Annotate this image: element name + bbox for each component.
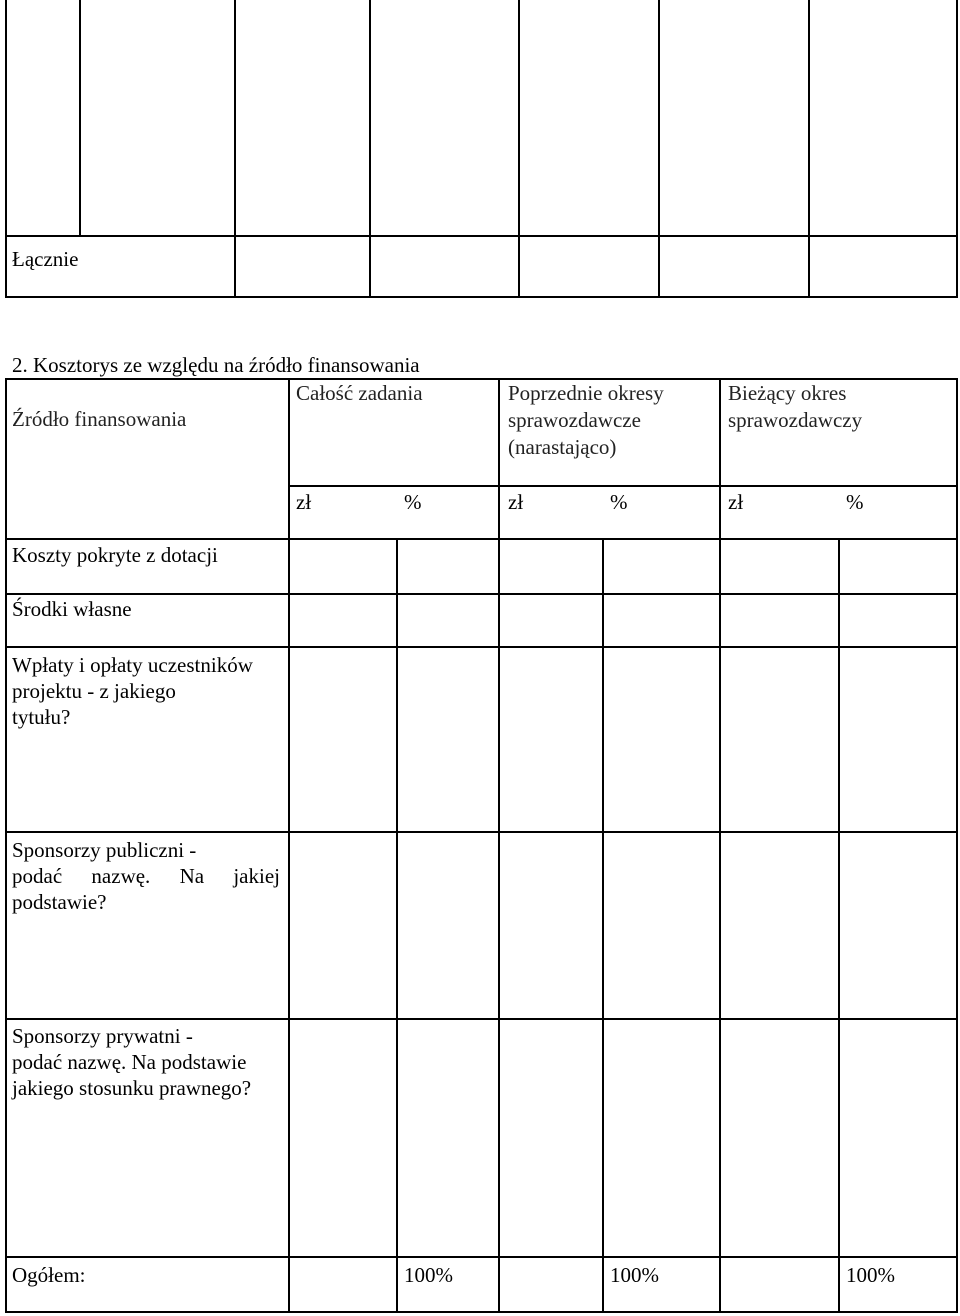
unit-label: % <box>404 490 422 514</box>
row-label-sponsorzy-publiczni-line2: podać nazwę. Na jakiej <box>12 864 280 888</box>
row-label-wplaty-line1: Wpłaty i opłaty uczestników <box>12 653 253 677</box>
top-table-col-line <box>808 0 810 298</box>
col-line <box>498 538 500 648</box>
table-right-border <box>956 378 958 1313</box>
top-table-col-line <box>79 0 81 237</box>
col-line <box>498 378 500 540</box>
current-period-header-line2: sprawozdawczy <box>728 408 863 432</box>
unit-label: % <box>610 490 628 514</box>
row-divider <box>5 1256 957 1258</box>
row-divider <box>5 831 957 833</box>
row-label-dotacje: Koszty pokryte z dotacji <box>12 543 218 567</box>
col-line <box>498 646 500 833</box>
row-divider <box>5 593 957 595</box>
row-label-sponsorzy-prywatni-line1: Sponsorzy prywatni - <box>12 1024 193 1048</box>
total-label: Łącznie <box>12 247 79 271</box>
col-line <box>396 646 398 833</box>
grand-total-value: 100% <box>846 1263 895 1287</box>
col-line <box>396 538 398 648</box>
unit-label: % <box>846 490 864 514</box>
top-table-right-border <box>956 0 958 298</box>
source-column-header: Źródło finansowania <box>12 407 187 431</box>
col-line <box>719 538 721 648</box>
row-label-srodki-wlasne: Środki własne <box>12 597 132 621</box>
table-bottom-border <box>5 1311 957 1313</box>
previous-periods-header-line1: Poprzednie okresy <box>508 381 664 405</box>
col-line <box>719 378 721 540</box>
col-line <box>602 538 604 648</box>
col-line <box>838 831 840 1313</box>
section-title: 2. Kosztorys ze względu na źródło finansowania <box>12 353 420 377</box>
row-divider <box>5 1018 957 1020</box>
unit-label: zł <box>296 490 312 514</box>
top-table-col-line <box>369 0 371 298</box>
header-divider <box>288 485 957 487</box>
col-line <box>602 831 604 1313</box>
row-divider <box>5 538 957 540</box>
row-label-sponsorzy-publiczni-line3: podstawie? <box>12 890 107 914</box>
row-label-sponsorzy-prywatni-line2: podać nazwę. Na podstawie <box>12 1050 247 1074</box>
col-line <box>719 831 721 1313</box>
row-label-wplaty-line3: tytułu? <box>12 705 71 729</box>
top-table-row-divider <box>5 235 957 237</box>
grand-total-label: Ogółem: <box>12 1263 86 1287</box>
row-divider <box>5 646 957 648</box>
col-line <box>396 831 398 1313</box>
table-left-border <box>5 378 7 1313</box>
top-table-left-border <box>5 0 7 298</box>
grand-total-value: 100% <box>404 1263 453 1287</box>
top-table-col-line <box>234 0 236 298</box>
row-label-wplaty-line2: projektu - z jakiego <box>12 679 176 703</box>
unit-label: zł <box>508 490 524 514</box>
previous-periods-header-line3: (narastająco) <box>508 435 617 459</box>
row-label-sponsorzy-prywatni-line3: jakiego stosunku prawnego? <box>12 1076 252 1100</box>
col-line <box>602 646 604 833</box>
top-table-col-line <box>658 0 660 298</box>
top-table-bottom-border <box>5 296 957 298</box>
col-line <box>498 831 500 1313</box>
grand-total-value: 100% <box>610 1263 659 1287</box>
col-line <box>838 646 840 833</box>
previous-periods-header-line2: sprawozdawcze <box>508 408 641 432</box>
col-line <box>838 538 840 648</box>
row-label-sponsorzy-publiczni-line1: Sponsorzy publiczni - <box>12 838 197 862</box>
col-line <box>719 646 721 833</box>
unit-label: zł <box>728 490 744 514</box>
current-period-header-line1: Bieżący okres <box>728 381 847 405</box>
col-line <box>288 378 290 1313</box>
whole-task-header: Całość zadania <box>296 381 423 405</box>
top-table-col-line <box>518 0 520 298</box>
